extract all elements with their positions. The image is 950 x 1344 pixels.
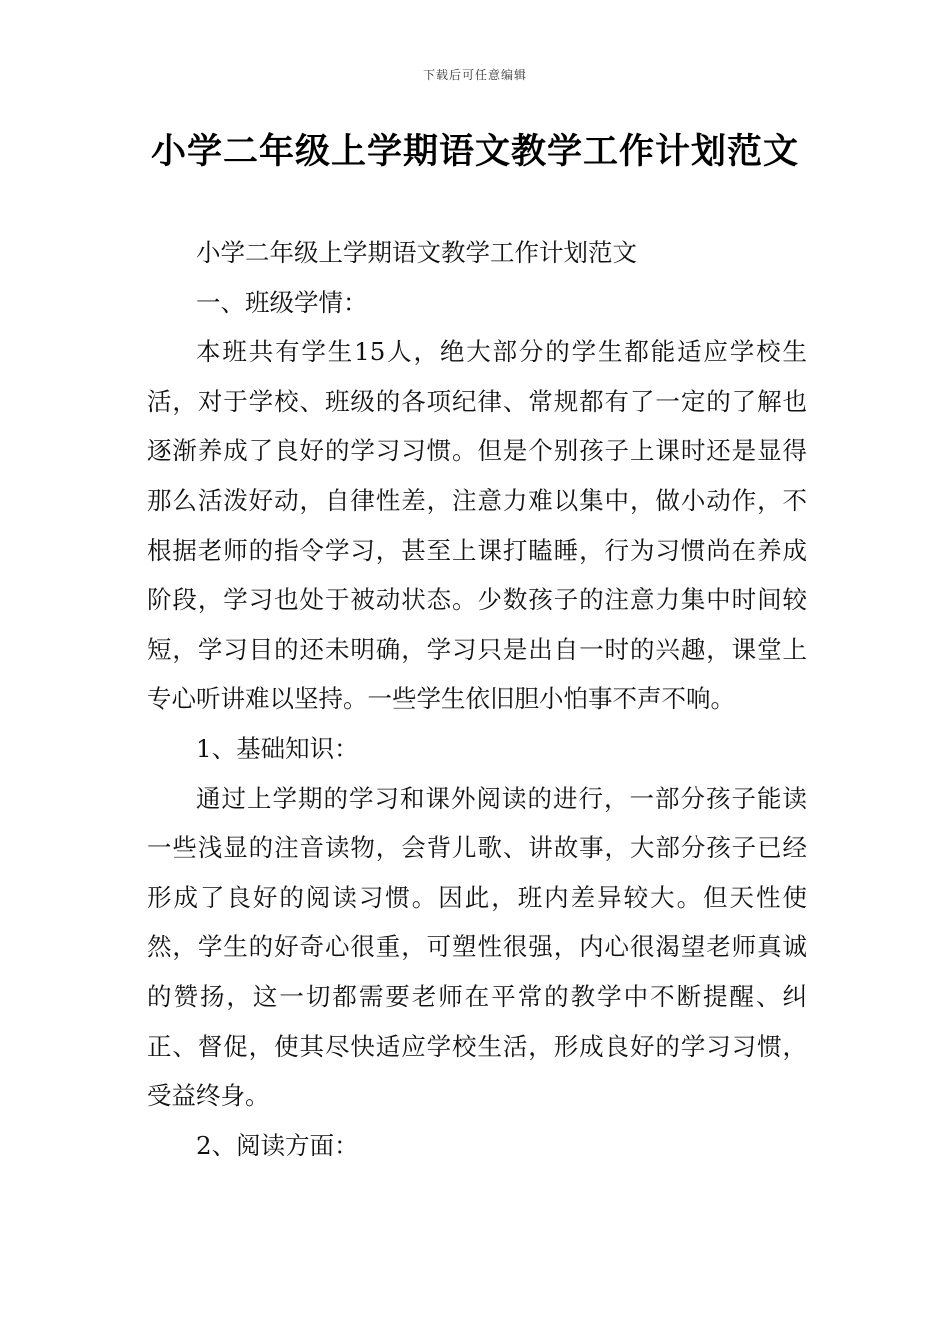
body-paragraph: 通过上学期的学习和课外阅读的进行，一部分孩子能读一些浅显的注音读物，会背儿歌、讲故事，大部分孩子已经形成了良好的阅读习惯。因此，班内差异较大。但天性使然，学生的好奇心很重，可塑性很强，内心很渴望老师真诚的赞扬，这一切都需要老师在平常的教学中不断提醒、纠正、督促，使其尽快适应学校生活，形成良好的学习习惯，受益终身。 [147,783,807,1111]
section-heading-reading: 2、阅读方面： [196,1130,359,1160]
header-note: 下载后可任意编辑 [422,68,527,82]
subtitle-paragraph: 小学二年级上学期语文教学工作计划范文 [196,238,637,267]
document-body [147,228,807,1170]
document-title: 小学二年级上学期语文教学工作计划范文 [150,132,799,172]
section-heading-class-situation: 一、班级学情： [196,287,368,317]
section-heading-basic-knowledge: 1、基础知识： [196,733,359,763]
body-paragraph: 本班共有学生15人，绝大部分的学生都能适应学校生活，对于学校、班级的各项纪律、常规都有了一定的了解也逐渐养成了良好的学习习惯。但是个别孩子上课时还是显得那么活泼好动，自律性差，注意力难以集中，做小动作，不根据老师的指令学习，甚至上课打瞌睡，行为习惯尚在养成阶段，学习也处于被动状态。少数孩子的注意力集中时间较短，学习目的还未明确，学习只是出自一时的兴趣，课堂上专心听讲难以坚持。一些学生依旧胆小怕事不声不响。 [147,337,807,714]
